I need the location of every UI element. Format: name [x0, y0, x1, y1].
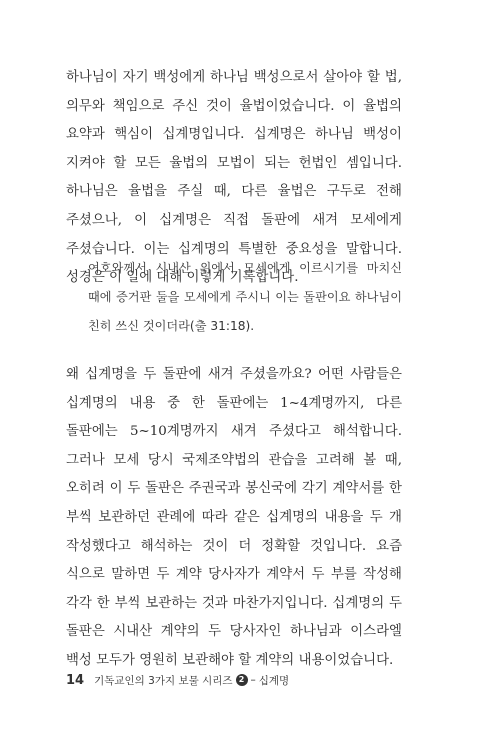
series-number-badge: 2 — [236, 674, 248, 686]
page-footer — [66, 670, 289, 690]
page-number: 14 — [66, 672, 85, 688]
series-title: 기독교인의 3가지 보물 시리즈 — [94, 674, 233, 687]
body-paragraph-2: 왜 십계명을 두 돌판에 새겨 주셨을까요? 어떤 사람들은 십계명의 내용 중 한 돌판에는 1~4계명까지, 다른 돌판에는 5~10계명까지 새겨 주셨다고 해석합니다. 그러나 모세 당시 국제조약법의 관습을 고려해 볼 때, 오히려 이 두 돌판은 주권국과 봉신국에 각기 계약서를 한 부씩 보관하던 관례에 따라 같은 십계명의 내용을 두 개 작성했다고 해석하는 것이 더 정확할 것입니다. 요즘 식으로 말하면 두 계약 당사자가 계약서 두 부를 작성해 각각 한 부씩 보관하는 것과 마찬가지입니다. 십계명의 두 돌판은 시내산 계약의 두 당사자인 하나님과 이스라엘 백성 모두가 영원히 보관해야 할 계약의 내용이었습니다. — [66, 367, 402, 668]
footer-separator: – — [250, 674, 256, 686]
scripture-quote: 여호와께서 시내산 위에서 모세에게 이르시기를 마치신 때에 증거판 둘을 모세에게 주시니 이는 돌판이요 하나님이 친히 쓰신 것이더라(출 31:18). — [88, 261, 402, 333]
book-subtitle: 십계명 — [258, 674, 290, 687]
body-paragraph-1: 하나님이 자기 백성에게 하나님 백성으로서 살아야 할 법, 의무와 책임으로 주신 것이 율법이었습니다. 이 율법의 요약과 핵심이 십계명입니다. 십계명은 하나님 백성이 지켜야 할 모든 율법의 모법이 되는 헌법인 셈입니다. 하나님은 율법을 주실 때, 다른 율법은 구두로 전해 주셨으나, 이 십계명은 직접 돌판에 새겨 모세에게 주셨습니다. 이는 십계명의 특별한 중요성을 말합니다. 성경은 이 일에 대해 이렇게 기록합니다. — [66, 70, 402, 286]
